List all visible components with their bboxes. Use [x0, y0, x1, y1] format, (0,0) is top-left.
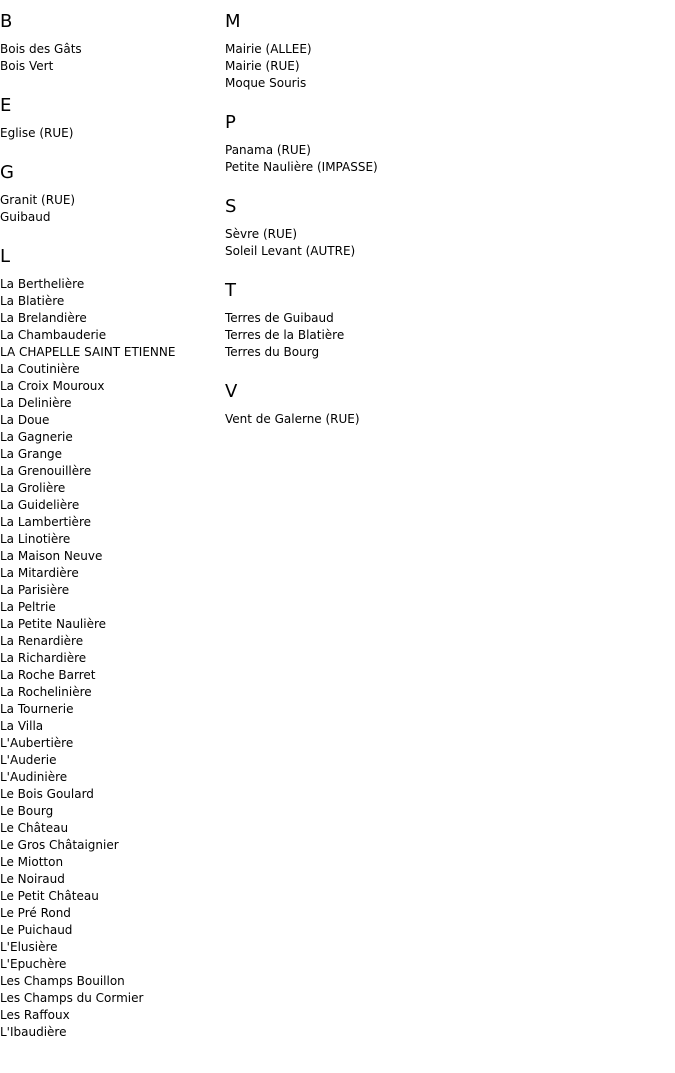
street-link-la-mitardiere[interactable]: La Mitardière	[0, 566, 79, 580]
letter-group-s	[225, 196, 665, 260]
street-link-la-richardiere[interactable]: La Richardière	[0, 651, 87, 665]
letter-group-e	[0, 95, 220, 142]
street-list	[225, 226, 665, 260]
street-link-la-parisiere[interactable]: La Parisière	[0, 583, 70, 597]
street-link-vent-de-galerne-rue[interactable]: Vent de Galerne (RUE)	[225, 412, 360, 426]
letter-heading: G	[0, 162, 14, 183]
street-link-le-gros-chataignier[interactable]: Le Gros Châtaignier	[0, 838, 119, 852]
street-link-le-miotton[interactable]: Le Miotton	[0, 855, 64, 869]
street-link-la-chambauderie[interactable]: La Chambauderie	[0, 328, 107, 342]
street-list	[225, 411, 665, 428]
street-link-eglise-rue[interactable]: Eglise (RUE)	[0, 126, 74, 140]
street-link-l-ibaudiere[interactable]: L'Ibaudière	[0, 1025, 67, 1039]
street-link-la-rocheliniere[interactable]: La Rochelinière	[0, 685, 92, 699]
street-link-la-groliere[interactable]: La Grolière	[0, 481, 66, 495]
street-index-right-column	[225, 0, 665, 448]
street-link-la-grenouillere[interactable]: La Grenouillère	[0, 464, 92, 478]
letter-heading: S	[225, 196, 237, 217]
letter-group-b	[0, 11, 220, 75]
street-list	[225, 310, 665, 361]
street-link-la-deliniere[interactable]: La Delinière	[0, 396, 72, 410]
street-link-la-peltrie[interactable]: La Peltrie	[0, 600, 56, 614]
street-link-le-petit-chateau[interactable]: Le Petit Château	[0, 889, 99, 903]
street-link-l-epuchere[interactable]: L'Epuchère	[0, 957, 67, 971]
street-link-la-tournerie[interactable]: La Tournerie	[0, 702, 74, 716]
street-link-terres-de-la-blatiere[interactable]: Terres de la Blatière	[225, 328, 345, 342]
street-link-la-roche-barret[interactable]: La Roche Barret	[0, 668, 96, 682]
street-link-panama-rue[interactable]: Panama (RUE)	[225, 143, 311, 157]
street-link-le-chateau[interactable]: Le Château	[0, 821, 69, 835]
street-list	[0, 41, 220, 75]
letter-heading: L	[0, 246, 11, 267]
street-link-l-elusiere[interactable]: L'Elusière	[0, 940, 58, 954]
letter-heading: T	[225, 280, 236, 301]
street-index-left-column	[0, 0, 220, 1061]
street-link-le-puichaud[interactable]: Le Puichaud	[0, 923, 73, 937]
street-link-le-noiraud[interactable]: Le Noiraud	[0, 872, 65, 886]
street-link-la-bertheliere[interactable]: La Berthelière	[0, 277, 85, 291]
street-link-le-bourg[interactable]: Le Bourg	[0, 804, 54, 818]
street-link-la-croix-mouroux[interactable]: La Croix Mouroux	[0, 379, 105, 393]
street-link-la-renardiere[interactable]: La Renardière	[0, 634, 84, 648]
street-link-le-bois-goulard[interactable]: Le Bois Goulard	[0, 787, 94, 801]
letter-group-v	[225, 381, 665, 428]
street-link-la-linotiere[interactable]: La Linotière	[0, 532, 71, 546]
street-link-soleil-levant-autre[interactable]: Soleil Levant (AUTRE)	[225, 244, 356, 258]
letter-group-m	[225, 11, 665, 92]
street-link-la-blatiere[interactable]: La Blatière	[0, 294, 65, 308]
street-link-la-brelandiere[interactable]: La Brelandière	[0, 311, 87, 325]
street-link-la-maison-neuve[interactable]: La Maison Neuve	[0, 549, 103, 563]
letter-heading: B	[0, 11, 13, 32]
street-link-bois-des-gats[interactable]: Bois des Gâts	[0, 42, 82, 56]
letter-group-p	[225, 112, 665, 176]
street-link-la-guideliere[interactable]: La Guidelière	[0, 498, 80, 512]
street-link-la-doue[interactable]: La Doue	[0, 413, 50, 427]
street-link-la-villa[interactable]: La Villa	[0, 719, 44, 733]
street-link-terres-de-guibaud[interactable]: Terres de Guibaud	[225, 311, 334, 325]
street-link-la-grange[interactable]: La Grange	[0, 447, 63, 461]
street-list	[225, 142, 665, 176]
street-link-les-raffoux[interactable]: Les Raffoux	[0, 1008, 70, 1022]
street-link-petite-nauliere-impasse[interactable]: Petite Naulière (IMPASSE)	[225, 160, 378, 174]
street-link-la-petite-nauliere[interactable]: La Petite Naulière	[0, 617, 107, 631]
street-link-la-lambertiere[interactable]: La Lambertière	[0, 515, 91, 529]
letter-heading: V	[225, 381, 238, 402]
street-link-la-gagnerie[interactable]: La Gagnerie	[0, 430, 73, 444]
street-list	[0, 192, 220, 226]
street-link-les-champs-du-cormier[interactable]: Les Champs du Cormier	[0, 991, 144, 1005]
street-link-mairie-allee[interactable]: Mairie (ALLEE)	[225, 42, 312, 56]
street-list	[0, 276, 220, 1041]
street-link-le-pre-rond[interactable]: Le Pré Rond	[0, 906, 71, 920]
street-link-l-aubertiere[interactable]: L'Aubertière	[0, 736, 74, 750]
street-link-bois-vert[interactable]: Bois Vert	[0, 59, 54, 73]
street-link-moque-souris[interactable]: Moque Souris	[225, 76, 307, 90]
street-link-la-coutiniere[interactable]: La Coutinière	[0, 362, 80, 376]
street-link-l-audiniere[interactable]: L'Audinière	[0, 770, 68, 784]
letter-heading: M	[225, 11, 241, 32]
street-link-mairie-rue[interactable]: Mairie (RUE)	[225, 59, 300, 73]
street-link-les-champs-bouillon[interactable]: Les Champs Bouillon	[0, 974, 125, 988]
letter-group-t	[225, 280, 665, 361]
street-link-la-chapelle-saint-etienne[interactable]: LA CHAPELLE SAINT ETIENNE	[0, 345, 176, 359]
letter-heading: E	[0, 95, 12, 116]
street-link-sevre-rue[interactable]: Sèvre (RUE)	[225, 227, 298, 241]
letter-group-l	[0, 246, 220, 1041]
street-link-terres-du-bourg[interactable]: Terres du Bourg	[225, 345, 320, 359]
street-list	[0, 125, 220, 142]
letter-heading: P	[225, 112, 236, 133]
street-link-guibaud[interactable]: Guibaud	[0, 210, 51, 224]
letter-group-g	[0, 162, 220, 226]
street-link-l-auderie[interactable]: L'Auderie	[0, 753, 57, 767]
street-link-granit-rue[interactable]: Granit (RUE)	[0, 193, 76, 207]
street-list	[225, 41, 665, 92]
